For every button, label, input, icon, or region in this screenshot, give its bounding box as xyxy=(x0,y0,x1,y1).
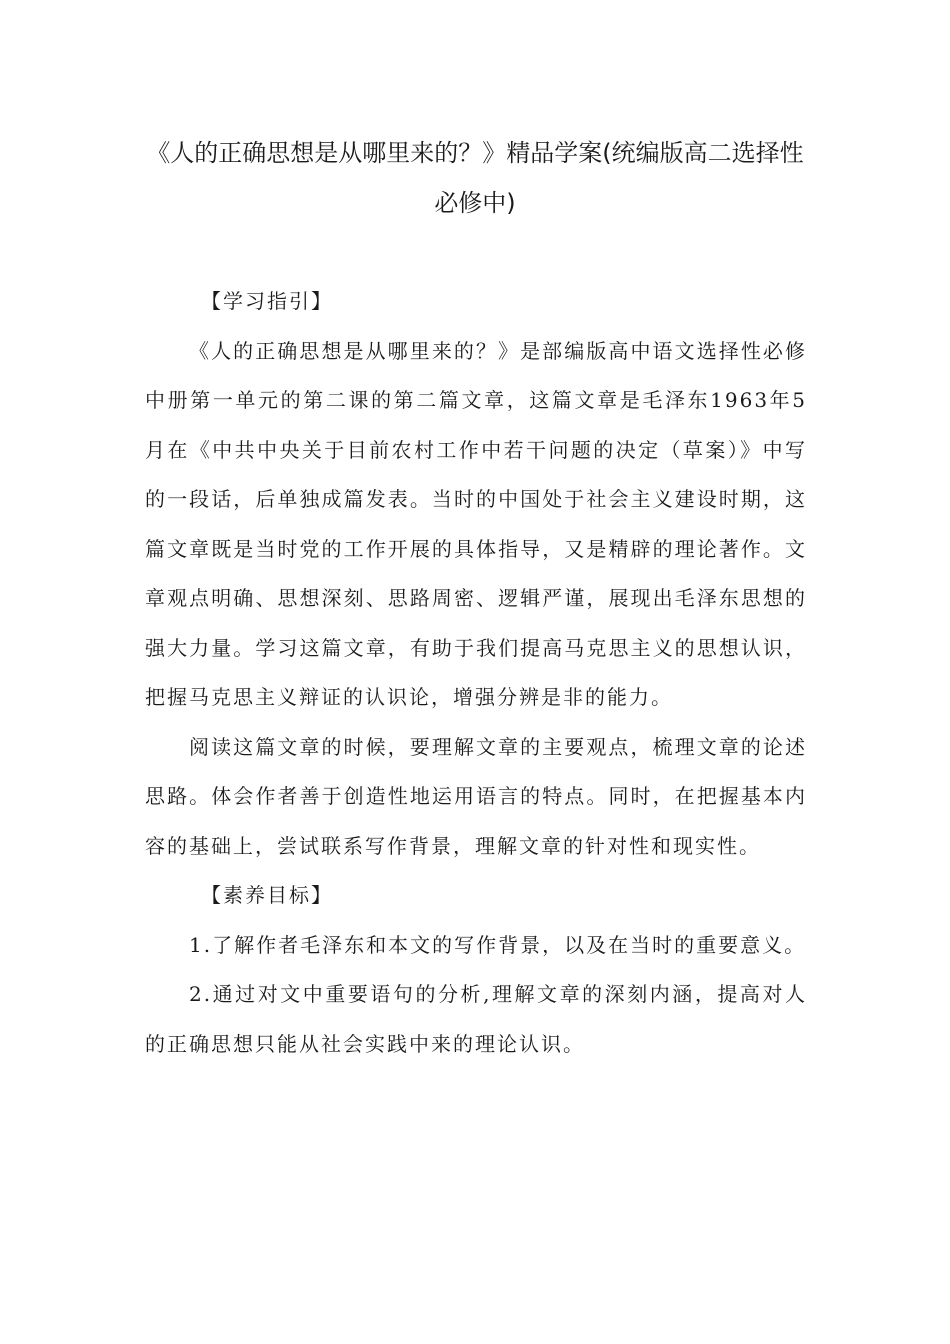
section-heading-literacy-goals: 【素养目标】 xyxy=(201,883,333,907)
document-title: 《人的正确思想是从哪里来的？》精品学案(统编版高二选择性必修中) xyxy=(146,139,804,217)
goal-item: 1.了解作者毛泽东和本文的写作背景，以及在当时的重要意义。 xyxy=(189,932,807,957)
paragraph: 《人的正确思想是从哪里来的？》是部编版高中语文选择性必修中册第一单元的第二课的第二篇文章，这篇文章是毛泽东1963年5月在《中共中央关于目前农村工作中若干问题的决定（草案）》中写的一段话，后单独成篇发表。当时的中国处于社会主义建设时期，这篇文章既是当时党的工作开展的具体指导，又是精辟的理论著作。文章观点明确、思想深刻、思路周密、逻辑严谨，展现出毛泽东思想的强大力量。学习这篇文章，有助于我们提高马克思主义的思想认识，把握马克思主义辩证的认识论，增强分辨是非的能力。 xyxy=(145,338,807,709)
goal-item: 2.通过对文中重要语句的分析,理解文章的深刻内涵，提高对人的正确思想只能从社会实践中来的理论认识。 xyxy=(145,982,807,1056)
document-body xyxy=(145,277,807,1069)
paragraph: 阅读这篇文章的时候，要理解文章的主要观点，梳理文章的论述思路。体会作者善于创造性地运用语言的特点。同时，在把握基本内容的基础上，尝试联系写作背景，理解文章的针对性和现实性。 xyxy=(145,734,807,858)
section-heading-study-guide: 【学习指引】 xyxy=(201,289,333,313)
